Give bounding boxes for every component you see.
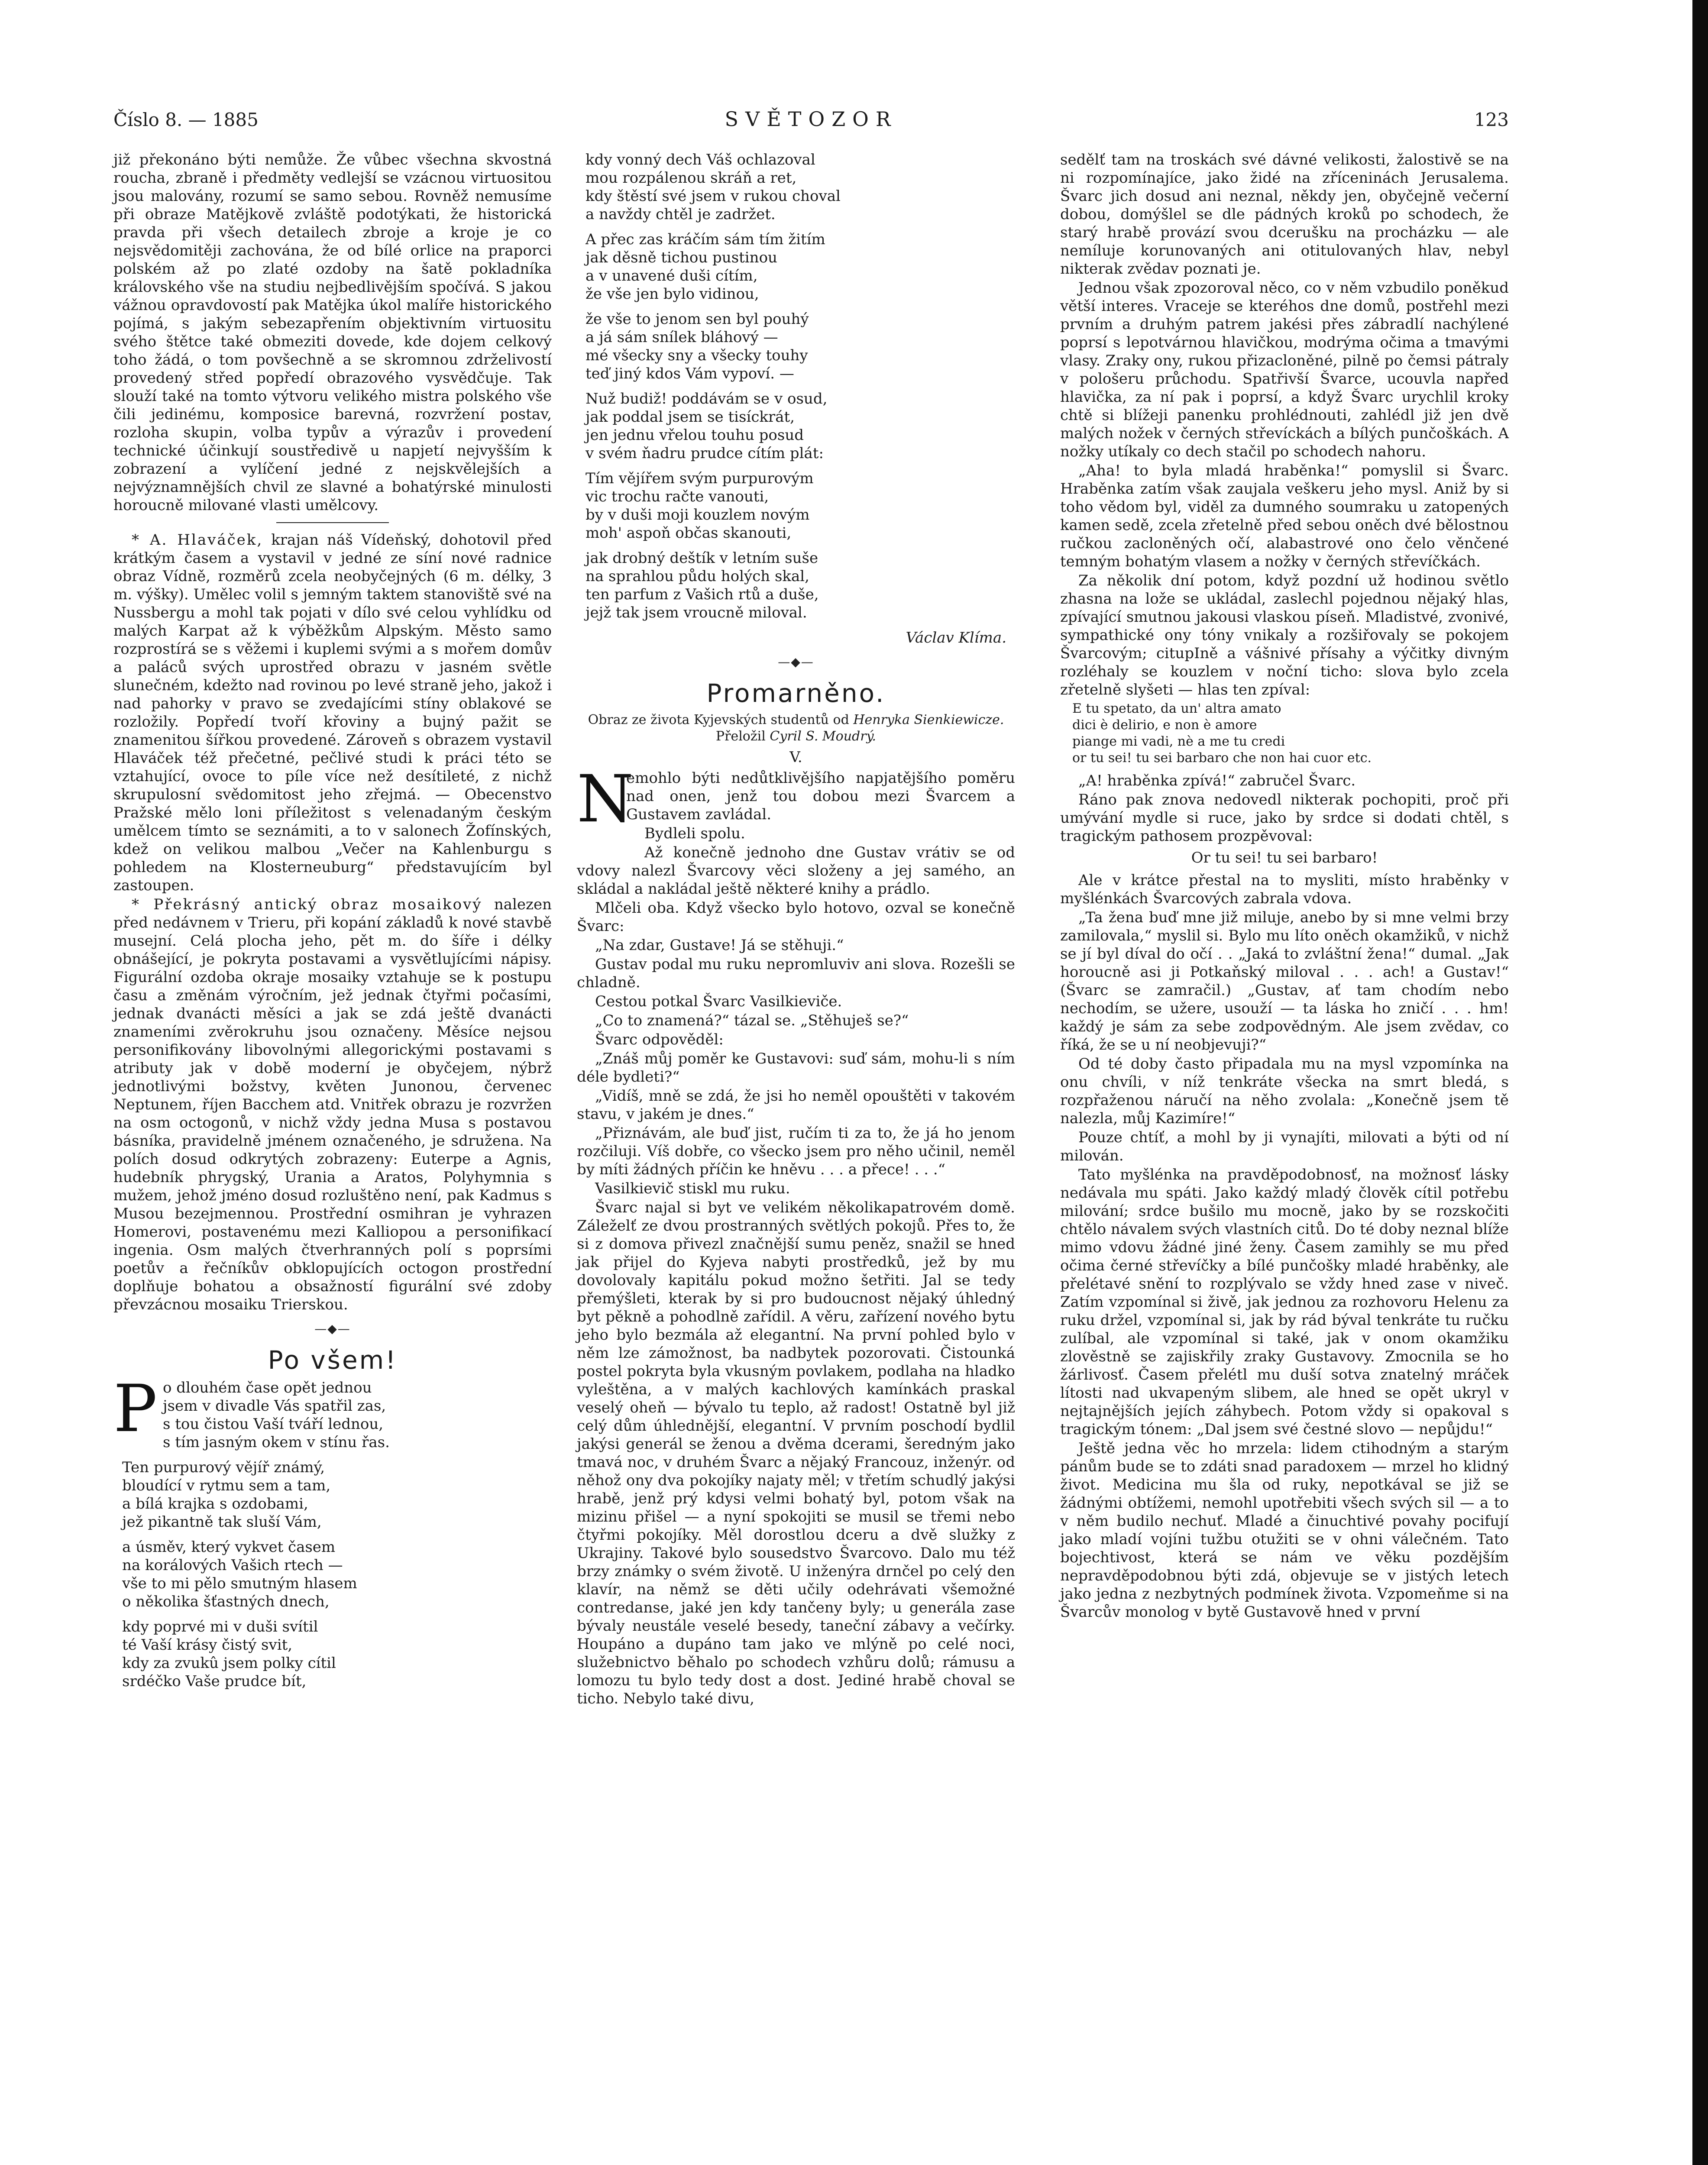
story-para: Vasilkievič stiskl mu ruku. bbox=[595, 1180, 790, 1197]
story-translator: Cyril S. Moudrý. bbox=[770, 729, 877, 744]
story-para: „Aha! to byla mladá hraběnka!“ pomyslil si Švarc. Hraběnka zatím však zaujala veškeru jeho mysl. Aniž by si toho vědom byl, viděl za dumného soumraku u zatopených kamen sedě, zcela zřetelně před sebou oněch dvé bělostnou ručkou zacloněných očí, alabastrové ono čelo věnčené temným bohatým vlasem a nožky v černých střevíčkách. bbox=[1060, 462, 1509, 570]
poem-stanza-4: kdy poprvé mi v duši svítil té Vaší krásy čistý svit, kdy za zvukû jsem polky cítil srdéčko Vaše prudce bít, bbox=[122, 1618, 336, 1690]
story-para: „Znáš můj poměr ke Gustavovi: suď sám, mohu-li s ním déle bydleti?“ bbox=[577, 1050, 1015, 1086]
story-para: Ale v krátce přestal na to mysliti, místo hraběnky v myšlénkách Švarcových zabrala vdova. bbox=[1060, 872, 1509, 907]
story-para: Gustav podal mu ruku nepromluviv ani slova. Rozešli se chladně. bbox=[577, 956, 1015, 991]
story-dropcap: N bbox=[577, 762, 634, 837]
story-para: Švarc najal si byt ve velikém několikapatrovém domě. Záleželť ze dvou prostranných světlých pokojů. Přes to, že si z domova přivezl značnější sumu peněz, snažil se hned jak přijel do Kyjeva nabyti prostředků, jež by mu dovolovaly kapitálu pokud možno šetřiti. Jal se tedy přemýšleti, kterak by si pro budoucnost nějaký úhledný byt pěkně a pohodlně zařídil. A věru, zařízení nového bytu jeho bylo bezmála až elegantní. Na první pohled bylo v něm lze zámožnost, ba nadbytek pozorovati. Čistounká postel pokryta byla vkusným povlakem, podlaha na hladko vyleštěna, a v malých kachlových kamínkách praskal veselý oheň — bývalo tu teplo, až radost! Ostatně byl již celý dům úhlednější, elegantní. V prvním poschodí bydlil jakýsi generál se ženou a dvěma dcerami, šeredným jako tmavá noc, v druhém Švarc a nějaký Francouz, inženýr. od něhož ony dva pokojíky najaty měl; v třetím schudlý jakýsi hrabě, jenž prý kdysi velmi bohatý byl, potom však na mizinu přišel — a nyní spokojiti se musil se třemi nebo čtyřmi pokojíky. Měl dorostlou dceru a dvě služky z Ukrajiny. Takové bylo sousedstvo Švarcovo. Dalo mu též brzy známky o svém životě. U inženýra drnčel po celý den klavír, na němž se děti učily odehrávati všemožné contredanse, jaké jen kdy tančeny byly; u generála zase bývaly neustále veselé besedy, taneční zábavy a večírky. Houpáno a dupáno tam jako ve mlýně po celé noci, služebnictvo běhalo po schodech vzhůru dolů; rámusu a lomozu tu bylo tedy dost a dost. Jediné hrabě choval se ticho. Nebylo také divu, bbox=[577, 1199, 1015, 1707]
poem-signature: Václav Klíma. bbox=[906, 629, 1006, 646]
poem-stanza-10: jak drobný deštík v letním suše na sprahlou půdu holých skal, ten parfum z Vašich rtů a duše, jejž tak jsem vroucně miloval. bbox=[586, 549, 819, 621]
story-para: Za několik dní potom, když pozdní už hodinou světlo zhasna na lože se ukládal, zaslechl pojednou nějaký hlas, zpívající smutnou jakousi vlaskou píseň. Mladistvé, zvonivé, sympathické ony tóny vnikaly a rozšiřovaly se pokojem Švarcovým; citupIně a vášnivé přísahy a výčitky divným rozléhaly se kouzlem v noční ticho: slova bylo zcela zřetelně slyšeti — hlas ten zpíval: bbox=[1060, 572, 1509, 698]
story-para: „Přiznávám, ale buď jist, ručím ti za to, že já ho jenom rozčiluji. Víš dobře, co všecko jsem pro něho učinil, neměl by míti žádných příčin ke hněvu . . . a přece! . . .“ bbox=[577, 1125, 1015, 1178]
poem-stanza-6: A přec zas kráčím sám tím žitím jak děsně tichou pustinou a v unavené duši cítím, že vše jen bylo vidinou, bbox=[586, 231, 825, 303]
column-1 bbox=[113, 151, 552, 1697]
scan-edge bbox=[1692, 0, 1708, 2165]
article-hlavacek bbox=[113, 531, 552, 895]
article-mosaic bbox=[113, 895, 552, 1314]
issue-number: Číslo 8. — 1885 bbox=[113, 109, 259, 130]
song-quote: Or tu sei! tu sei barbaro! bbox=[1191, 849, 1378, 866]
song-lyrics: E tu spetato, da un' altra amato dici è delirio, e non è amore piange mi vadi, nè a me tu credi or tu sei! tu sei barbaro che non hai cuor etc. bbox=[1072, 701, 1372, 766]
poem-stanza-9: Tím vějířem svým purpurovým vic trochu račte vanouti, by v duši moji kouzlem novým moh' aspoň občas skanouti, bbox=[586, 470, 814, 542]
story-para: Pouze chtíť, a mohl by ji vynajíti, milovati a býti od ní milován. bbox=[1060, 1129, 1509, 1164]
story-para: Ráno pak znova nedovedl nikterak pochopiti, proč při umývání mydle si ruce, jako by srdce si dodati chtěl, s tragickým pathosem prozpěvoval: bbox=[1060, 791, 1509, 845]
ornament-divider: —◆— bbox=[778, 655, 814, 669]
story-para: „Co to znamená?“ tázal se. „Stěhuješ se?“ bbox=[595, 1012, 909, 1029]
page-number: 123 bbox=[1474, 109, 1509, 130]
story-para: Jednou však zpozoroval něco, co v něm vzbudilo poněkud větší interes. Vraceje se kteréhos dne domů, postřehl mezi prvním a druhým patrem jakési přes zábradlí nachýlené poprsí s lepotvárnou hlavičkou, modrýma očima a tmavými vlasy. Zraky ony, rukou přizacloněné, pilně po čemsi pátraly v pološeru průchodu. Spatřivší Švarce, ucouvla napřed hlavička, za ní pak i poprsí, a když Švarc urychlil kroky chtě si blížeji panenku prohlédnouti, zahlédl již jen dvě malých nožek v černých střevíckách a bílých punčoškách. A nožky utíkaly co dech stačil po schodech nahoru. bbox=[1060, 279, 1509, 460]
column-3 bbox=[1060, 151, 1509, 1622]
column-2 bbox=[577, 151, 1015, 1709]
article-hlavacek-body: krajan náš Vídeňský, dohotovil před krátkým časem a vystavil v jedné ze síní nové radnice obraz Vídně, rozměrů zcela neobyčejných (6 m. délky, 3 m. výšky). Umělec volil s jemným taktem stanoviště své na Nussbergu a mohl tak pojati v dílo své celou vyhlídku od malých Karpat až k výběžkům Alpským. Město samo rozprostírá se s věžemi i kuplemi svými a s mořem domův a paláců svých uprostřed obrazu v jasném světle slunečném, kdežto nad rovinou po levé straně jeho, jakož i nad pahorky v pravo se zvedajícími stíny oblakové se rozložily. Popředí tvoří křoviny a bujný pažit se znamenitou šířkou provedené. Zároveň s obrazem vystavil Hlaváček též přečetné, pečlivé studi k práci této se vztahující, ovoce to píle více než desítileté, z nichž skrupulosní svědomitost jeho zřejmá. — Obecenstvo Pražské mělo loni příležitost s velenadaným českým umělcem tímto se seznámiti, a to v salonech Žofínských, kdež on velikou malbou „Večer na Kahlenburgu s pohledem na Klosterneuburg“ představujícím byl zastoupen. bbox=[113, 531, 552, 894]
article-mosaic-body: nalezen před nedávnem v Trieru, při kopání základů k nové stavbě musejní. Celá plocha jeho, pět m. do šíře i délky obnášející, je pokryta postavami a vysvětlujícími nápisy. Figurální ozdoba okraje mosaiky vztahuje se k postupu času a změnám výročním, jež jednak čtyřmi počasími, jednak dvanácti měsíci a jak se zdá ještě dvanácti znameními zvěrokruhu jsou označeny. Měsíce nejsou personifikovány libovolnými allegorickými postavami s atributy jak v době moderní je obyčejem, nýbrž jednotlivými božstvy, květen Junonou, červenec Neptunem, říjen Bacchem atd. Vnitřek obrazu je rozvržen na osm octogonů, v nichž vždy jedna Musa s postavou básníka, pravidelně jménem označeného, je sdružena. Na polích dosud odkrytých zobrazeny: Euterpe a Agnis, hudebník phrygský, Urania a Aratos, Polyhymnia s mužem, jehož jméno dosud rozluštěno není, pak Kadmus s Musou bezejmennou. Prostřední osmihran je vyhrazen Homerovi, postavenému mezi Kalliopou a personifikací ingenia. Osm malých čtverhranných polí s poprsími poetův a řečníkův obklopujících octogon prostřední doplňuje bohatou a obsažností figurální své zdoby převzácnou mosaiku Trierskou. bbox=[113, 896, 552, 1313]
article-hlavacek-head: * A. Hlaváček, bbox=[132, 531, 263, 549]
poem-stanza-2: Ten purpurový vějíř známý, bloudící v rytmu sem a tam, a bílá krajka s ozdobami, jež pikantně tak sluší Vám, bbox=[122, 1459, 331, 1531]
story-text: emohlo býti nedůtklivějšího napjatějšího poměru nad onen, jenž tou dobou mezi Švarcem a Gustavem zavládal. bbox=[626, 769, 1015, 823]
story-para: Cestou potkal Švarc Vasilkieviče. bbox=[595, 993, 842, 1010]
page-header bbox=[113, 104, 1509, 139]
chapter-number: V. bbox=[789, 749, 802, 766]
story-para: „Ta žena buď mne již miluje, anebo by si mne velmi brzy zamilovala,“ myslil si. Bylo mu líto oněch okamžiků, v nichž se jí byl díval do očí . . „Jaká to zvláštní žena!“ dumal. „Jak horoucně asi ji Potkaňský miloval . . . ach! a Gustav!“ (Švarc se zamračil.) „Gustav, ať tam chodím nebo nechodím, se užere, usouží — ta láska ho zničí . . . hm! každý je sám za sebe zodpovědným. Ale jsem zvědav, co říká, že se u ní neobjevuji?“ bbox=[1060, 909, 1509, 1053]
story-title: Promarněno. bbox=[706, 679, 886, 708]
poem-dropcap: P bbox=[113, 1371, 157, 1447]
story-para: Švarc odpověděl: bbox=[595, 1031, 724, 1048]
story-para: sedělť tam na troskách své dávné velikosti, žalostivě se na ni rozpomínajíce, jako židé na zříceninách Jerusalema. Švarc jich dosud ani neznal, někdy jen, obyčejně večerní dobou, domýšlel se dle pádných kroků po schodech, že starý hrabě provází svou dcerušku na procházku — ale nemíluje korunovaných ani otitulovaných hlav, nebyl nikterak zvědav poznati je. bbox=[1060, 151, 1509, 278]
story-para: Bydleli spolu. bbox=[644, 825, 745, 842]
article-matejka-end: již překonáno býti nemůže. Že vůbec všechna skvostná roucha, zbraně i předměty vedlejší se vzácnou virtuositou jsou malovány, rozumí se samo sebou. Rovněž nemusíme při obraze Matějkově zvláště podotýkati, že historická pravda při všech detailech zbroje a kroje je co nejsvědomitěji zachována, že od bílé orlice na praporci polském až po zlaté ozdoby na šatě pokladníka královského vše na studiu nejbedlivějším spočívá. S jakou vážnou opravdovostí pak Matějka úkol malíře historického pojímá, s jakým sebezapřením objektivním virtuositu svého štětce také obmeziti dovede, kde dojem celkový toho žádá, o tom povšechně a se skromnou zdrželivostí provedený střed popředí obrazového vysvědčuje. Tak slouží také na tomto výtvoru velikého mistra polského vše čili jedinému, komposice barevná, rozvržení postav, rozloha skupin, volba typův a výrazův i provedení technické účinkují soustředivě u napjetí nejvyšším k zobrazení a vylíčení jedné z nejskvělejších a nejvýznamnějších chvil ze slavné a bohatýrské minulosti horoucně milované vlasti umělcovy. bbox=[113, 151, 552, 514]
poem-stanza-5: kdy vonný dech Váš ochlazoval mou rozpálenou skráň a ret, kdy štěstí své jsem v rukou choval a navždy chtěl je zadržet. bbox=[586, 151, 841, 223]
story-para: „Vidíš, mně se zdá, že jsi ho neměl opouštěti v takovém stavu, v jakém je dnes.“ bbox=[577, 1087, 1015, 1123]
story-author: Henryka Sienkiewicze. bbox=[853, 712, 1004, 727]
divider bbox=[276, 522, 389, 523]
story-subtitle-text-2: Přeložil bbox=[715, 729, 766, 744]
story-para: Od té doby často připadala mu na mysl vzpomínka na onu chvíli, v níž tenkráte všecka na smrt bledá, s rozpřaženou náručí na něho zvolala: „Konečně jsem tě nalezla, můj Kazimíre!“ bbox=[1060, 1055, 1509, 1127]
story-para: „A! hraběnka zpívá!“ zabručel Švarc. bbox=[1078, 772, 1356, 789]
story-para: Až konečně jednoho dne Gustav vrátiv se od vdovy nalezl Švarcovy věci složeny a jej samého, an skládal a nakládal ještě některé knihy a prádlo. bbox=[577, 844, 1015, 898]
story-subtitle bbox=[577, 712, 1015, 745]
poem-stanza-8: Nuž budiž! poddávám se v osud, jak poddal jsem se tisíckrát, jen jednu vřelou touhu posud v svém ňadru prudce cítím plát: bbox=[586, 390, 828, 462]
newspaper-page bbox=[113, 104, 1509, 2165]
story-para: Ještě jedna věc ho mrzela: lidem ctihodným a starým pánům bude se to zdáti snad paradoxem — mrzel ho klidný život. Medicina mu šla od ruky, nepotkával se již se žádnými obtížemi, nemohl upotřebiti všech svých sil — a to v něm budilo nechuť. Mladé a činuchtivé povahy pocifují jako mladí vojíni tužbu otužiti se v ohni válečném. Tato bojechtivost, která se nám ve věku pozdějším nepravděpodobnou býti zdá, objevuje se v jistých letech jako jedna z nezbytných podmínek života. Vzpomeňme si na Švarcův monolog v bytě Gustavově hned v první bbox=[1060, 1440, 1509, 1621]
story-subtitle-text: Obraz ze života Kyjevských studentů od bbox=[588, 712, 849, 727]
poem-title: Po všem! bbox=[268, 1345, 398, 1375]
poem-stanza-1: o dlouhém čase opět jednou jsem v divadle Vás spatřil zas, s tou čistou Vaší tváří lednou, s tím jasným okem v stínu řas. bbox=[163, 1379, 390, 1451]
story-para: Tato myšlénka na pravděpodobnosť, na možnosť lásky nedávala mu spáti. Jako každý mladý člověk cítil potřebu milování; srdce bušilo mu mocně, jako by se rozskočiti chtělo návalem svých vlastních citů. Do té doby neznal blíže mimo vdovu žádné jiné ženy. Časem zamihly se mu před očima černé střevíčky a bílé punčošky mladé hraběnky, ale přelétavé snění to rozplývalo se vždy hned zase v niveč. Zatím vzpomínal si živě, jak jednou za rozhovoru Helenu za ruku držel, vzpomínal si, jak by rád býval tenkráte tu ručku zulíbal, ale vzpomínal si také, jak v onom okamžiku zlověstně se zajiskřily zraky Gustavovy. Zmocnila se ho žárlivosť. Časem přelétl mu duší sotva znatelný mráček lítosti nad ukvapeným slibem, ale hned se opět ukryl v nejtajnějších jejích záhybech. Potom vždy si opakoval s tragickým tónem: „Dal jsem své čestné slovo — nepůjdu!“ bbox=[1060, 1166, 1509, 1438]
masthead-title: SVĚTOZOR bbox=[725, 107, 898, 131]
poem-stanza-3: a úsměv, který vykvet časem na korálových Vašich rtech — vše to mi pělo smutným hlasem o několika šťastných dnech, bbox=[122, 1538, 357, 1610]
story-para: „Na zdar, Gustave! Já se stěhuji.“ bbox=[595, 937, 844, 954]
article-mosaic-head: * Překrásný antický obraz mosaikový bbox=[132, 896, 482, 913]
poem-stanza-7: že vše to jenom sen byl pouhý a já sám snílek bláhový — mé všecky sny a všecky touhy teď jiný kdos Vám vypoví. — bbox=[586, 310, 809, 382]
story-para: Mlčeli oba. Když všecko bylo hotovo, ozval se konečně Švarc: bbox=[577, 899, 1015, 935]
poem-body bbox=[113, 1371, 552, 1690]
ornament-divider: —◆— bbox=[314, 1322, 351, 1336]
